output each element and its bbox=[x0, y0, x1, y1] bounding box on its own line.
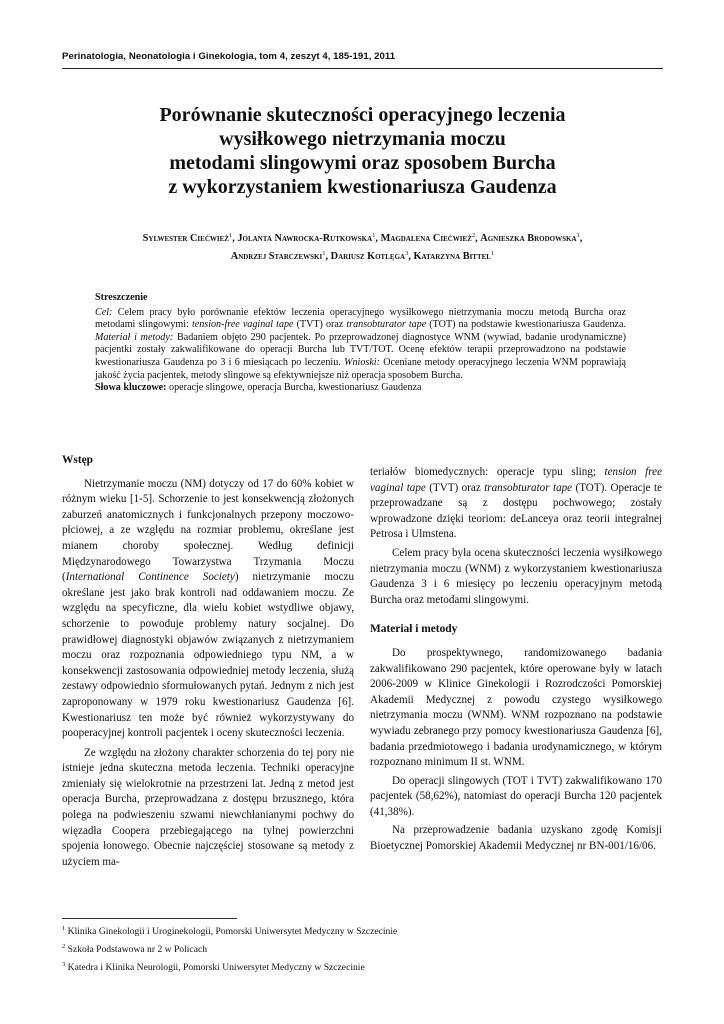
header-rule bbox=[62, 68, 663, 69]
paragraph-text: Nietrzymanie moczu (NM) dotyczy od 17 do 60% kobiet w różnym wieku [1-5]. Schorzenie to jest konsekwencją złożonych zaburzeń anatomicznych i funkcjonalnych przepony moczowo-płciowej, a ze względu na rozmiar problemu, określane jest mianem choroby społecznej. Według definicji Międzynarodowego Towarzystwa Trzymania Moczu ( bbox=[62, 477, 354, 584]
abstract-text: (TVT) oraz bbox=[293, 319, 347, 331]
footnote-text: Katedra i Klinika Neurologii, Pomorski Uniwersytet Medyczny w Szczecinie bbox=[65, 962, 365, 973]
paragraph: Do prospektywnego, randomizowanego badania zakwalifikowano 290 pacjentek, które operowane były w latach 2006-2009 w Klinice Ginekologii i Rozrodczości Pomorskiej Akademii Medycznej z powodu czystego wysiłkowego nietrzymania moczu (WNM). WNM rozpoznano na podstawie wywiadu zebranego przy pomocy kwestionariusza Gaudenza [6], badania przedmiotowego i badania urodynamicznego, w którym rozpoznano minimum II st. WNM. bbox=[370, 646, 662, 769]
paragraph: Celem pracy była ocena skuteczności leczenia wysiłkowego nietrzymania moczu (WNM) z wykorzystaniem kwestionariusza Gaudenza 3 i 6 miesięcy po leczeniu operacyjnym metodą Burcha oraz metodami slingowymi. bbox=[370, 546, 662, 606]
author-name: Dariusz Kotlęga bbox=[330, 251, 406, 262]
author-name: Katarzyna Bittel bbox=[413, 251, 491, 262]
title-line: wysiłkowego nietrzymania moczu bbox=[219, 128, 506, 150]
title-line: metodami slingowymi oraz sposobem Burcha bbox=[169, 152, 556, 174]
abstract-cel-label: Cel: bbox=[95, 306, 113, 318]
keywords-text: operacje slingowe, operacja Burcha, kwestionariusz Gaudenza bbox=[166, 382, 422, 394]
footnote-mark: 3 bbox=[62, 961, 66, 968]
paragraph bbox=[370, 465, 662, 543]
section-heading-intro: Wstęp bbox=[62, 454, 94, 466]
footnote-text: Klinika Ginekologii i Uroginekologii, Pomorski Uniwersytet Medyczny w Szczecinie bbox=[65, 926, 398, 937]
abstract-conclusions-label: Wnioski: bbox=[344, 356, 380, 368]
abstract bbox=[95, 292, 626, 395]
footnote-text: Szkoła Podstawowa nr 2 w Policach bbox=[65, 944, 208, 955]
term: transobturator tape bbox=[346, 319, 427, 331]
abstract-methods-label: Materiał i metody: bbox=[95, 331, 174, 343]
author-list bbox=[62, 230, 663, 266]
author-name: Andrzej Starczewski bbox=[230, 251, 323, 262]
abstract-text: Oceniane metody operacyjnego leczenia WNM poprawiają jakość życia pacjentek, metody slingowe są efektywniejsze niż operacja sposobem Burcha. bbox=[95, 356, 626, 381]
right-column bbox=[370, 465, 662, 855]
affiliation-mark: 3 bbox=[405, 250, 409, 257]
footnotes bbox=[62, 923, 397, 977]
paragraph: Ze względu na złożony charakter schorzenia do tej pory nie istnieje jedna skuteczna metoda leczenia. Techniki operacyjne zmieniały się wielokrotnie na przestrzeni lat. Jedną z metod jest operacja Burcha, przeprowadzana z dostępu brzusznego, która polega na podwieszeniu szwami niewchłanianymi pochwy do więzadła Coopera przebiegającego na tylnej powierzchni spojenia łonowego. Obecnie najczęściej stosowane są metody z użyciem ma- bbox=[62, 746, 354, 868]
affiliation-mark: 1 bbox=[576, 232, 580, 239]
article-title bbox=[62, 103, 663, 199]
paragraph: Na przeprowadzenie badania uzyskano zgodę Komisji Bioetycznej Pomorskiej Akademii Medycznej nr BN-001/16/06. bbox=[370, 824, 662, 853]
author-line: Andrzej Starczewski$^1$, Dariusz Kotlęga$^3$, Katarzyna Bittel$^1$ bbox=[230, 250, 495, 262]
keywords-label: Słowa kluczowe: bbox=[95, 382, 167, 394]
affiliation-mark: 1 bbox=[322, 250, 326, 257]
paragraph-text: (TOT). Operacje te przeprowadzane są z dostępu pochwowego; zostały wprowadzone dzięki teoriom: deLanceya oraz teorii integralnej Petrosa i Ulmstena. bbox=[370, 481, 662, 541]
paragraph-text: ) nietrzymanie moczu określane jest jako brak kontroli nad oddawaniem moczu. Ze względu na specyficzne, dla wielu kobiet wstydliwe objawy, schorzenie to powoduje problemy natury socjalnej. Do prawidłowej diagnostyki objawów związanych z nietrzymaniem moczu oraz rozpoznania odpowiedniego typu NM, a w konsekwencji zastosowania odpowiedniej metody leczenia, służą zestawy odpowiednio sformułowanych pytań. Jednym z nich jest zaproponowany w 1979 roku kwestionariusz Gaudenza [6]. Kwestionariusz ten może być również wykorzystywany do pooperacyjnej kontroli pacjentek i oceny skuteczności leczenia. bbox=[62, 571, 354, 740]
section-heading-methods: Materiał i metody bbox=[370, 623, 458, 636]
abstract-heading: Streszczenie bbox=[95, 292, 148, 303]
term: tension free vaginal tape bbox=[370, 466, 662, 494]
footnote-mark: 1 bbox=[62, 925, 66, 932]
abstract-text: Badaniem objęto 290 pacjentek. Po przeprowadzonej diagnostyce WNM (wywiad, badanie urodynamiczne) pacjentki zostały zakwalifikowane do operacji Burcha lub TVT/TOT. Ocenę efektów terapii przeprowadzono na podstawie kwestionariusza Gaudenza po 3 i 6 miesiącach po leczeniu. bbox=[95, 331, 627, 368]
paragraph: Do operacji slingowych (TOT i TVT) zakwalifikowano 170 pacjentek (58,62%), natomiast do operacji Burcha 120 pacjentek (41,38%). bbox=[370, 774, 662, 818]
affiliation-mark: 2 bbox=[471, 232, 476, 239]
paragraph-text: (TVT) oraz bbox=[425, 481, 485, 494]
footnote bbox=[62, 923, 397, 941]
footnote bbox=[62, 959, 397, 977]
running-head: Perinatologia, Neonatologia i Ginekologia, tom 4, zeszyt 4, 185-191, 2011 bbox=[62, 51, 396, 62]
term: transobturator tape bbox=[484, 481, 573, 494]
keywords bbox=[95, 382, 626, 395]
term: tension-free vaginal tape bbox=[191, 319, 294, 331]
author-name: Jolanta Nawrocka-Rutkowska bbox=[237, 233, 373, 244]
title-line: z wykorzystaniem kwestionariusza Gaudenza bbox=[168, 176, 557, 198]
paragraph bbox=[62, 477, 354, 742]
affiliation-mark: 1 bbox=[490, 250, 495, 257]
abstract-text: (TOT) na podstawie kwestionariusza Gaudenza. bbox=[426, 319, 627, 331]
paragraph-text: teriałów biomedycznych: operacje typu sling; bbox=[370, 466, 605, 478]
author-name: Agnieszka Brodowska bbox=[480, 233, 577, 244]
abstract-text: Celem pracy było porównanie efektów leczenia operacyjnego wysiłkowego nietrzymania moczu metodą Burcha oraz metodami slingowymi: bbox=[95, 306, 626, 331]
title-line: Porównanie skuteczności operacyjnego leczenia bbox=[159, 104, 566, 126]
author-line: Sylwester Ciećwież$^1$, Jolanta Nawrocka-Rutkowska$^1$, Magdalena Ciećwież$^2$, Agnieszka Brodowska$^1$, bbox=[142, 232, 583, 244]
term: International Continence Society bbox=[65, 571, 235, 584]
footnote bbox=[62, 941, 397, 959]
footnote-rule bbox=[62, 918, 237, 919]
abstract-body bbox=[95, 307, 626, 383]
left-column bbox=[62, 453, 354, 870]
author-name: Sylwester Ciećwież bbox=[142, 233, 229, 244]
footnote-mark: 2 bbox=[62, 943, 66, 950]
author-name: Magdalena Ciećwież bbox=[380, 233, 472, 244]
affiliation-mark: 1 bbox=[372, 232, 376, 239]
affiliation-mark: 1 bbox=[228, 232, 233, 239]
